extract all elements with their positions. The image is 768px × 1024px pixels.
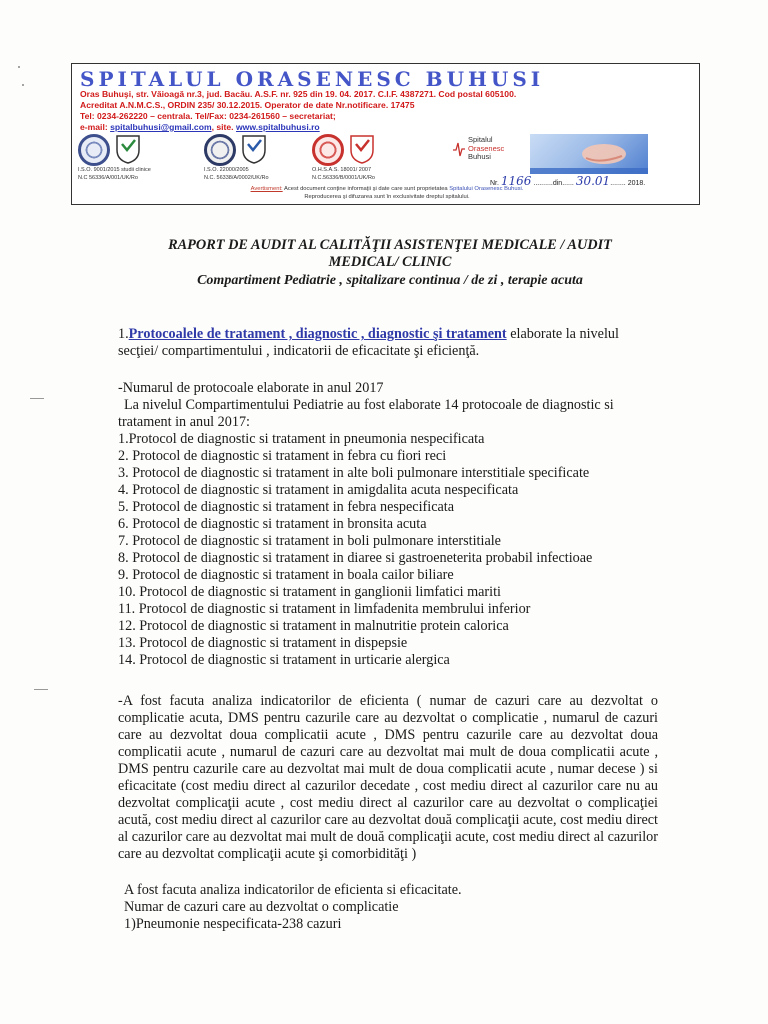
cert-1-line1: I.S.O. 9001/2015 studii clinice	[78, 167, 151, 173]
certification-iso22000	[204, 134, 269, 182]
protocol-count-paragraph	[118, 380, 658, 431]
scan-speck	[18, 66, 20, 68]
list-item: 12. Protocol de diagnostic si tratament in malnutritie protein calorica	[118, 618, 509, 634]
contact-line: e-mail: spitalbuhusi@gmail.com, site. www.spitalbuhusi.ro	[80, 122, 320, 132]
warning-notice	[152, 185, 622, 201]
iso-seal-icon	[78, 134, 110, 166]
warning-line2: Reproducerea şi difuzarea sunt în exclusivitate dreptul spitalului.	[304, 194, 470, 200]
hospital-logo	[452, 136, 532, 172]
cert-2-line1: I.S.O. 22000/2005	[204, 167, 249, 173]
section-1-rest: elaborate la nivelul	[506, 326, 619, 342]
list-item: 6. Protocol de diagnostic si tratament in bronsita acuta	[118, 516, 427, 532]
heartbeat-icon	[452, 138, 466, 160]
email-link[interactable]: spitalbuhusi@gmail.com	[110, 122, 212, 132]
report-title-line1: RAPORT DE AUDIT AL CALITĂŢII ASISTENŢEI MEDICALE / AUDIT	[168, 237, 612, 253]
warning-owner: Spitalului Orasenesc Buhusi.	[449, 186, 524, 192]
scan-mark	[30, 398, 44, 399]
hands-graphic-icon	[530, 134, 648, 174]
count-line1: La nivelul Compartimentului Pediatrie au fost elaborate 14 protocoale de diagnostic si	[124, 397, 614, 413]
logo-text-1: Spitalul	[468, 135, 493, 144]
scan-speck	[22, 84, 24, 86]
summary-line-1: A fost facuta analiza indicatorilor de eficienta si eficacitate.	[124, 882, 462, 898]
cert-1-line2: N.C 56336/A/001/UK/Ro	[78, 174, 138, 181]
phone-line: Tel: 0234-262220 – centrala. Tel/Fax: 0234-261560 – secretariat;	[80, 111, 336, 121]
section-1-number: 1.	[118, 326, 129, 342]
cert-3-line1: O.H.S.A.S. 18001/ 2007	[312, 167, 372, 173]
section-1-heading	[118, 326, 658, 360]
ukas-shield-icon	[114, 134, 142, 164]
report-subtitle: Compartiment Pediatrie , spitalizare continua / de zi , terapie acuta	[197, 273, 583, 288]
reg-number-handwritten: 1166	[500, 174, 532, 188]
list-item: 11. Protocol de diagnostic si tratament in limfadenita membrului inferior	[118, 601, 531, 617]
ukas-shield-icon	[240, 134, 268, 164]
list-item: 5. Protocol de diagnostic si tratament in febra nespecificata	[118, 499, 455, 515]
hospital-banner-image	[530, 134, 648, 174]
list-item: 3. Protocol de diagnostic si tratament in alte boli pulmonare interstitiale specificate	[118, 465, 590, 481]
count-heading: -Numarul de protocoale elaborate in anul 2017	[118, 380, 384, 396]
certification-iso9001	[78, 134, 151, 182]
reg-year: 2018.	[627, 180, 646, 187]
count-line2: tratament in anul 2017:	[118, 414, 250, 430]
scan-mark	[34, 689, 48, 690]
list-item: 7. Protocol de diagnostic si tratament in boli pulmonare interstitiale	[118, 533, 501, 549]
list-item: 2. Protocol de diagnostic si tratament in febra cu fiori reci	[118, 448, 447, 464]
list-item: 4. Protocol de diagnostic si tratament in amigdalita acuta nespecificata	[118, 482, 519, 498]
certification-ohsas	[312, 134, 376, 182]
section-1-link[interactable]: Protocoalele de tratament , diagnostic , diagnostic şi tratament	[128, 326, 507, 342]
warning-label: Avertisment:	[250, 186, 283, 192]
accreditation-line: Acreditat A.N.M.C.S., ORDIN 235/ 30.12.2015. Operator de date Nr.notificare. 17475	[80, 100, 415, 110]
list-item: 13. Protocol de diagnostic si tratament in dispepsie	[118, 635, 408, 651]
hospital-name: SPITALUL ORASENESC BUHUSI	[80, 67, 545, 89]
ukas-shield-icon	[348, 134, 376, 164]
list-item: 8. Protocol de diagnostic si tratament in diaree si gastroeneterita probabil infectioae	[118, 550, 593, 566]
list-item: 9. Protocol de diagnostic si tratament in boala cailor biliare	[118, 567, 454, 583]
site-label: site.	[216, 122, 234, 132]
summary-line-2: Numar de cazuri care au dezvoltat o complicatie	[124, 899, 399, 915]
report-title-line2: MEDICAL/ CLINIC	[328, 254, 452, 270]
logo-text-2: Orasenesc	[468, 143, 505, 153]
logo-text-3: Buhusi	[468, 152, 491, 161]
list-item: 14. Protocol de diagnostic si tratament in urticarie alergica	[118, 652, 450, 668]
cert-3-line2: N.C.56336/B/0001/UK/Ro	[312, 174, 375, 181]
iso-seal-icon	[204, 134, 236, 166]
analysis-paragraph: -A fost facuta analiza indicatorilor de eficienta ( numar de cazuri care au dezvoltat o complicatie acuta, DMS pentru cazurile care au dezvoltat o complicatie , numarul de cazuri care au dezvoltat doua complicatii acute , DMS pentru cazurile care au dezvoltat doua complicatii acute , numarul de cazuri care au dezvoltat mai mult de doua complicatii acute , DMS pentru cazurile care au dezvoltat mai mult de doua complicatii acute , numar decese ) si eficacitate (cost mediu direct al cazurilor decedate , cost mediu direct al cazurilor care nu au dezvoltat complicaţii acute , cost mediu direct al cazurilor care au dezvoltat o complicaţiei acută, cost mediu direct al cazurilor care au dezvoltat două complicaţii acute, cost mediu direct al cazurilor care au dezvoltat mai mult de două complicaţii acute, cost mediu direct al cazurilor care au dezvoltat complicaţii acute şi comorbidităţi )	[118, 693, 658, 862]
address-line: Oras Buhuşi, str. Văioagă nr.3, jud. Bacău. A.S.F. nr. 925 din 19. 04. 2017. C.I.F. 4387271. Cod postal 605100.	[80, 89, 517, 99]
list-item: 1.Protocol de diagnostic si tratament in pneumonia nespecificata	[118, 431, 485, 447]
ohsas-seal-icon	[312, 134, 344, 166]
report-title	[110, 237, 670, 271]
protocol-list	[118, 431, 658, 669]
letterhead	[71, 63, 700, 205]
reg-date-handwritten: 30.01	[575, 174, 611, 188]
cert-2-line2: N.C. 56338/A/0002/UK/Ro	[204, 174, 269, 181]
list-item: 10. Protocol de diagnostic si tratament in ganglionii limfatici mariti	[118, 584, 501, 600]
section-1-rest-line2: secţiei/ compartimentului , indicatorii de eficacitate şi eficienţă.	[118, 343, 480, 359]
warning-text: Acest document conţine informaţii şi date care sunt proprietatea	[283, 186, 448, 192]
registration-number: Nr. 1166 ..........din...... 30.01........ 2018.	[490, 174, 646, 188]
site-link[interactable]: www.spitalbuhusi.ro	[235, 122, 320, 132]
email-label: e-mail:	[80, 122, 108, 132]
summary-line-3: 1)Pneumonie nespecificata-238 cazuri	[124, 916, 342, 932]
analysis-summary	[118, 882, 662, 933]
